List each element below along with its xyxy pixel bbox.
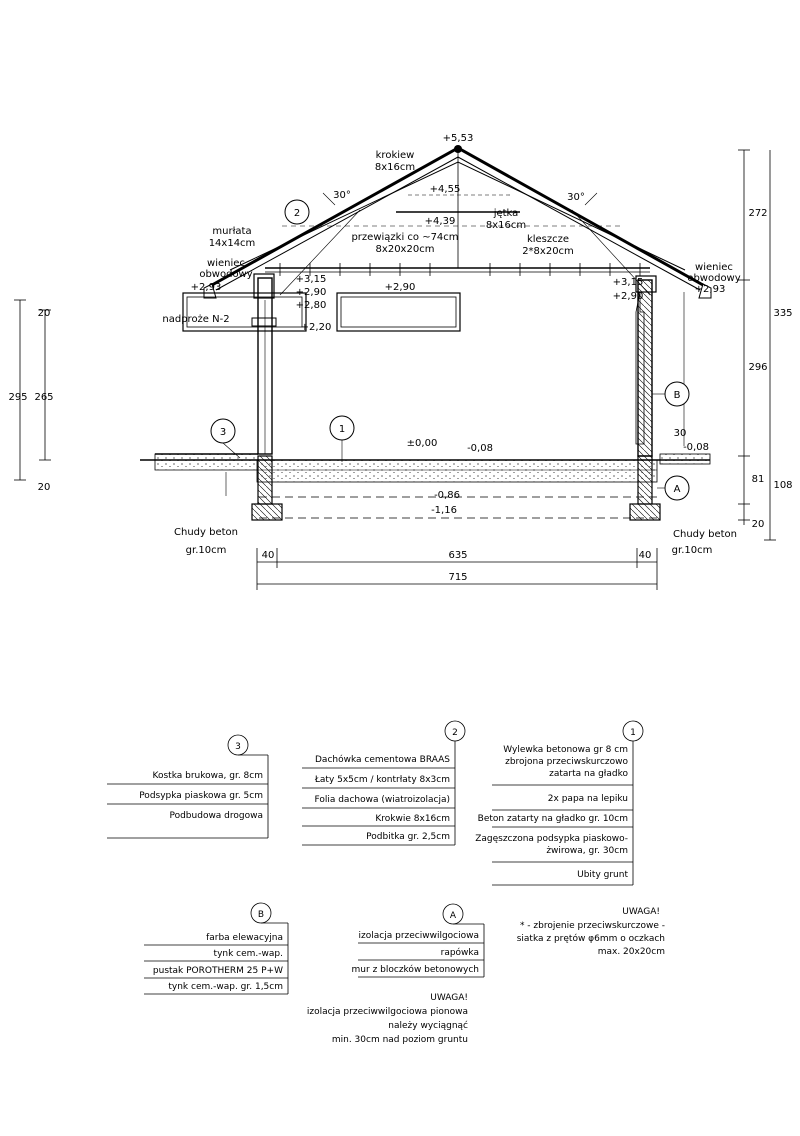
legend-3-row-2: Podsypka piaskowa gr. 5cm <box>139 791 263 801</box>
ground-level-minus008: -0,08 <box>683 442 709 453</box>
purlin-level: +4,39 <box>424 216 456 227</box>
note-1-line-1: UWAGA! <box>622 907 660 917</box>
wall-plate-size: 14x14cm <box>208 238 256 249</box>
legend-a-row-3: mur z bloczków betonowych <box>351 965 479 975</box>
dim-40-left: 40 <box>261 550 275 561</box>
legend-2-row-2: Łaty 5x5cm / kontrłaty 8x3cm <box>314 775 450 785</box>
purlin-size: 8x16cm <box>485 220 527 231</box>
legend-3 <box>107 735 268 838</box>
level-280: +2,80 <box>295 300 327 311</box>
ring-beam-right-label: wieniec <box>695 262 733 273</box>
dim-left-265: 265 <box>34 392 54 403</box>
legends <box>107 721 665 1045</box>
callout-3-label: 3 <box>219 427 227 438</box>
rafter-label: krokiew <box>375 150 415 161</box>
braces-size: 8x20x20cm <box>375 244 435 255</box>
note-2-line-2: izolacja przeciwwilgociowa pionowa <box>306 1007 468 1017</box>
level-290-right: +2,90 <box>612 291 644 302</box>
note-1-line-3: siatka z prętów φ6mm o oczkach <box>516 934 665 944</box>
dim-right-296: 296 <box>748 362 768 373</box>
legend-1-row-2: 2x papa na lepiku <box>547 794 628 804</box>
floor-and-foundations <box>140 454 710 520</box>
level-293-left: +2,93 <box>190 282 222 293</box>
level-293-right: +2,93 <box>694 284 726 295</box>
legend-3-id: 3 <box>235 742 241 752</box>
legend-2-id: 2 <box>452 728 458 738</box>
note-1-line-4: max. 20x20cm <box>597 947 665 957</box>
legend-1-id: 1 <box>630 728 636 738</box>
clamps-label: kleszcze <box>526 234 570 245</box>
level-minus086: -0,86 <box>434 490 460 501</box>
legend-2-row-4: Krokwie 8x16cm <box>375 814 450 824</box>
note-2-line-3: należy wyciągnąć <box>388 1021 468 1031</box>
level-minus116: -1,16 <box>431 505 457 516</box>
dim-right-108: 108 <box>773 480 793 491</box>
dim-right-335: 335 <box>773 308 793 319</box>
ridge-level: +5,53 <box>442 133 474 144</box>
lean-concrete-left-size: gr.10cm <box>185 545 227 556</box>
lean-concrete-left-label: Chudy beton <box>174 527 238 538</box>
floor-level-minus008: -0,08 <box>467 443 493 454</box>
lean-concrete-right-label: Chudy beton <box>673 529 737 540</box>
dimension-lines <box>14 150 776 590</box>
dim-right-20: 20 <box>751 519 765 530</box>
collar-level: +4,55 <box>429 184 461 195</box>
roof-pitch-left: 30° <box>333 190 351 201</box>
legend-3-row-1: Kostka brukowa, gr. 8cm <box>152 771 263 781</box>
note-2-line-4: min. 30cm nad poziom gruntu <box>331 1035 468 1045</box>
legend-2-row-3: Folia dachowa (wiatroizolacja) <box>314 795 450 805</box>
ring-beam-right-label-2: obwodowy <box>687 273 741 284</box>
note-1-line-2: * - zbrojenie przeciwskurczowe - <box>519 921 665 931</box>
legend-1-row-3: Beton zatarty na gładko gr. 10cm <box>477 814 628 824</box>
legend-1-row-4-line-1: Zagęszczona podsypka piaskowo- <box>475 834 628 844</box>
clamps-size: 2*8x20cm <box>522 246 574 257</box>
legend-b-row-2: tynk cem.-wap. <box>213 949 283 959</box>
level-290-window: +2,90 <box>384 282 416 293</box>
level-315-left: +3,15 <box>295 274 327 285</box>
dim-30-label: 30 <box>673 428 687 439</box>
legend-a-row-2: rapówka <box>440 948 479 958</box>
legend-b-row-4: tynk cem.-wap. gr. 1,5cm <box>168 982 283 992</box>
level-220: +2,20 <box>300 322 332 333</box>
dim-right-272: 272 <box>748 208 768 219</box>
legend-1-row-1-line-3: zatarta na gładko <box>549 769 628 779</box>
legend-2-row-5: Podbitka gr. 2,5cm <box>366 832 450 842</box>
dim-715: 715 <box>448 572 468 583</box>
roof <box>204 145 711 298</box>
legend-a-id: A <box>449 911 457 921</box>
ring-beam-left-label-2: obwodowy <box>199 269 253 280</box>
level-315-right: +3,15 <box>612 277 644 288</box>
callout-1-label: 1 <box>338 424 346 435</box>
dim-right-81: 81 <box>751 474 765 485</box>
purlin-label: jętka <box>493 208 519 219</box>
dim-635: 635 <box>448 550 468 561</box>
lean-concrete-right-size: gr.10cm <box>671 545 713 556</box>
roof-pitch-right: 30° <box>567 192 585 203</box>
callout-a-label: A <box>673 484 681 495</box>
dim-left-20-bottom: 20 <box>37 482 51 493</box>
note-2-line-1: UWAGA! <box>430 993 468 1003</box>
section-annotations <box>8 133 792 583</box>
callout-b-label: B <box>673 390 681 401</box>
legend-a-row-1: izolacja przeciwwilgociowa <box>358 931 479 941</box>
legend-b-row-1: farba elewacyjna <box>206 933 283 943</box>
lintel-label: nadproże N-2 <box>162 314 230 325</box>
dim-left-295: 295 <box>8 392 28 403</box>
level-290-left: +2,90 <box>295 287 327 298</box>
legend-1-row-1-line-1: Wylewka betonowa gr 8 cm <box>503 745 628 755</box>
legend-1-row-4-line-2: żwirowa, gr. 30cm <box>546 846 628 856</box>
legend-1-row-5: Ubity grunt <box>577 870 628 880</box>
legend-b-row-3: pustak POROTHERM 25 P+W <box>152 966 283 976</box>
ring-beam-left-label: wieniec <box>207 258 245 269</box>
floor-level: ±0,00 <box>406 438 438 449</box>
braces-label: przewiązki co ~74cm <box>351 232 459 243</box>
legend-b-id: B <box>257 910 265 920</box>
legend-3-row-3: Podbudowa drogowa <box>169 811 263 821</box>
callout-2-label: 2 <box>293 208 301 219</box>
legend-1-row-1-line-2: zbrojona przeciwskurczowo <box>505 757 628 767</box>
rafter-size: 8x16cm <box>374 162 416 173</box>
legend-2-row-1: Dachówka cementowa BRAAS <box>315 755 450 765</box>
dim-40-right: 40 <box>638 550 652 561</box>
dim-left-20-top: 20 <box>37 308 51 319</box>
wall-plate-label: murłata <box>212 226 252 237</box>
